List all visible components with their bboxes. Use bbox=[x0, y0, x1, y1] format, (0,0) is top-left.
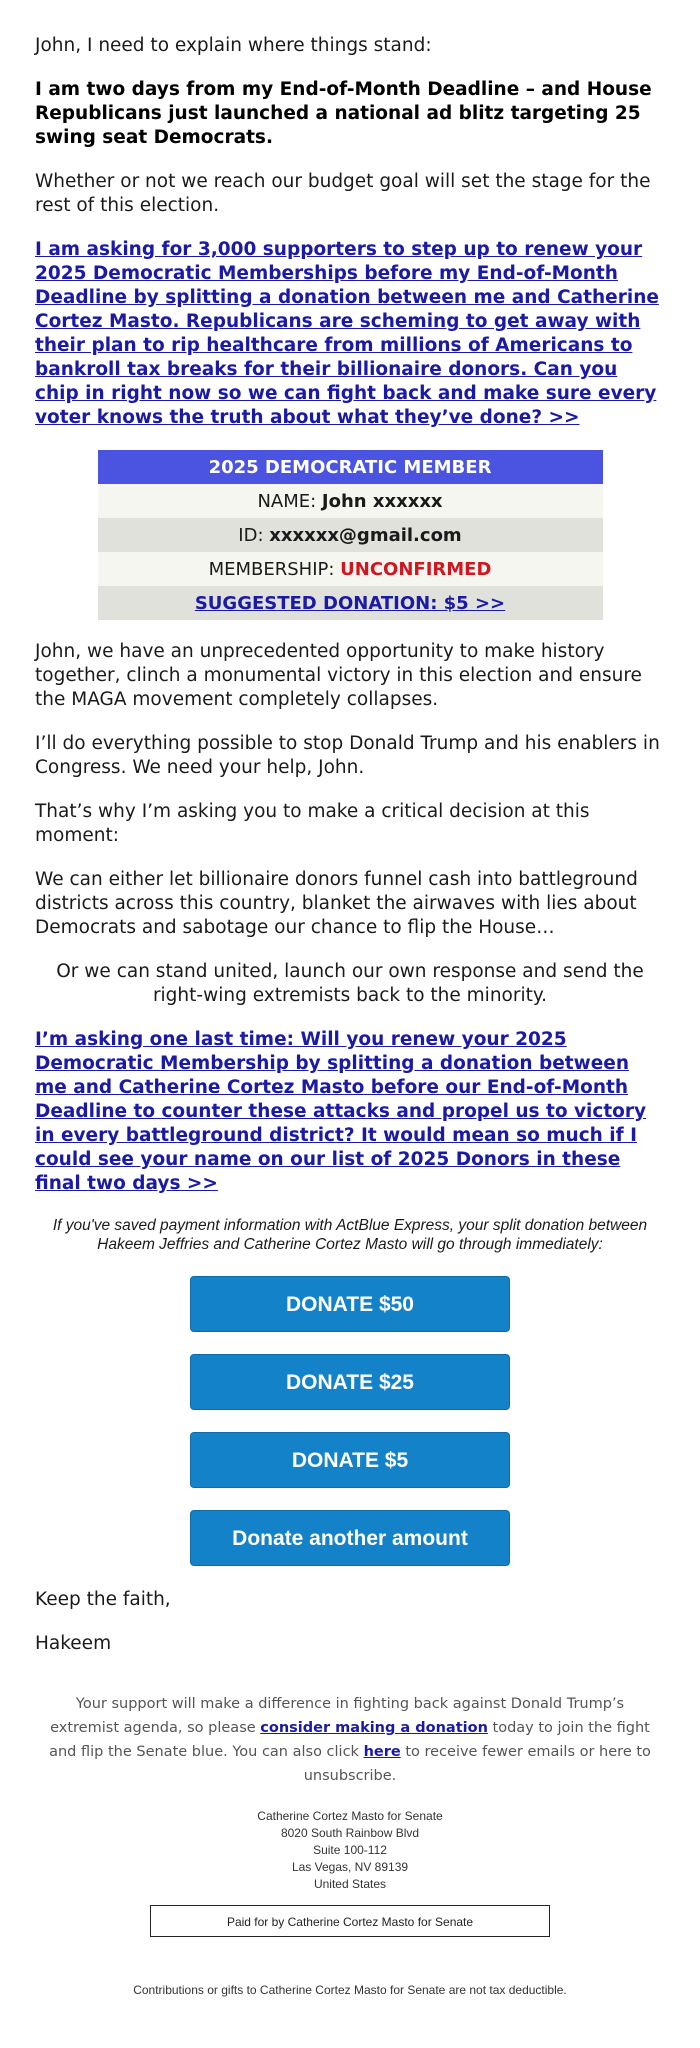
membership-label: MEMBERSHIP: bbox=[208, 558, 341, 580]
membership-card-title: 2025 DEMOCRATIC MEMBER bbox=[98, 450, 603, 484]
signature-text: Hakeem bbox=[35, 1633, 112, 1654]
donate-25-button[interactable]: DONATE $25 bbox=[190, 1354, 510, 1410]
address-org: Catherine Cortez Masto for Senate bbox=[257, 1809, 443, 1823]
membership-card bbox=[98, 450, 603, 620]
suggested-donation-link[interactable]: SUGGESTED DONATION: $5 >> bbox=[194, 592, 506, 614]
or-paragraph: Or we can stand united, launch our own response and send the right-wing extremists back to the minority. bbox=[56, 961, 644, 1006]
either-paragraph: We can either let billionaire donors funnel cash into battleground districts across this country, blanket the airwaves with lies about Democrats and sabotage our chance to flip the House… bbox=[35, 869, 638, 938]
mailing-address bbox=[35, 1808, 665, 1893]
decision-paragraph: That’s why I’m asking you to make a critical decision at this moment: bbox=[35, 801, 590, 846]
suggested-donation-row bbox=[98, 586, 603, 620]
ask-link-1[interactable]: I am asking for 3,000 supporters to step up to renew your 2025 Democratic Memberships before my End-of-Month Deadline by splitting a donation between me and Catherine Cortez Masto. Republicans are scheming to get away with their plan to rip healthcare from millions of Americans to bankroll tax breaks for their billionaire donors. Can you chip in right now so we can fight back and make sure every voter knows the truth about what they’ve done? >> bbox=[35, 239, 659, 428]
budget-paragraph: Whether or not we reach our budget goal will set the stage for the rest of this election. bbox=[35, 171, 651, 216]
address-country: United States bbox=[313, 1877, 387, 1891]
footer-text-1: Your support will make a difference in fighting back against Donald Trump’s extremist agenda, so please bbox=[50, 1696, 625, 1736]
opportunity-paragraph: John, we have an unprecedented opportunity to make history together, clinch a monumental victory in this election and ensure the MAGA movement completely collapses. bbox=[35, 641, 642, 710]
ask-link-2[interactable]: I’m asking one last time: Will you renew your 2025 Democratic Membership by splitting a donation between me and Catherine Cortez Masto before our End-of-Month Deadline to counter these attacks and propel us to victory in every battleground district? It would mean so much if I could see your name on our list of 2025 Donors in these final two days >> bbox=[35, 1029, 647, 1194]
donate-5-button[interactable]: DONATE $5 bbox=[190, 1432, 510, 1488]
address-suite: Suite 100-112 bbox=[313, 1843, 387, 1857]
fewer-emails-link[interactable]: here bbox=[363, 1744, 401, 1760]
name-label: NAME: bbox=[257, 490, 322, 512]
headline-text: I am two days from my End-of-Month Deadline – and House Republicans just launched a national ad blitz targeting 25 swing seat Democrats. bbox=[35, 79, 652, 148]
tax-disclaimer: Contributions or gifts to Catherine Cortez Masto for Senate are not tax deductible. bbox=[133, 1983, 567, 1997]
address-street: 8020 South Rainbow Blvd bbox=[280, 1826, 420, 1840]
footer-text bbox=[45, 1692, 655, 1788]
ask-paragraph-1 bbox=[35, 238, 665, 430]
footer-text-3: to receive fewer emails or here to unsubscribe. bbox=[303, 1744, 651, 1784]
membership-status: UNCONFIRMED bbox=[340, 558, 492, 580]
stop-trump-paragraph: I’ll do everything possible to stop Donald Trump and his enablers in Congress. We need your help, John. bbox=[35, 733, 660, 778]
footer-text-2: today to join the fight and flip the Senate blue. You can also click bbox=[49, 1720, 650, 1760]
ask-paragraph-2 bbox=[35, 1028, 665, 1196]
donate-other-amount-button[interactable]: Donate another amount bbox=[190, 1510, 510, 1566]
consider-donation-link[interactable]: consider making a donation bbox=[260, 1720, 488, 1736]
id-label: ID: bbox=[238, 524, 270, 546]
name-value: John xxxxxx bbox=[321, 490, 443, 512]
membership-id-row bbox=[98, 518, 603, 552]
membership-status-row bbox=[98, 552, 603, 586]
membership-name-row bbox=[98, 484, 603, 518]
actblue-express-note: If you've saved payment information with ActBlue Express, your split donation between Hakeem Jeffries and Catherine Cortez Masto will go through immediately: bbox=[52, 1217, 648, 1253]
id-value: xxxxxx@gmail.com bbox=[269, 524, 462, 546]
address-city: Las Vegas, NV 89139 bbox=[291, 1860, 409, 1874]
signoff-text: Keep the faith, bbox=[35, 1589, 171, 1610]
paid-for-box: Paid for by Catherine Cortez Masto for Senate bbox=[150, 1905, 550, 1937]
donate-50-button[interactable]: DONATE $50 bbox=[190, 1276, 510, 1332]
intro-text: John, I need to explain where things stand: bbox=[35, 35, 432, 56]
